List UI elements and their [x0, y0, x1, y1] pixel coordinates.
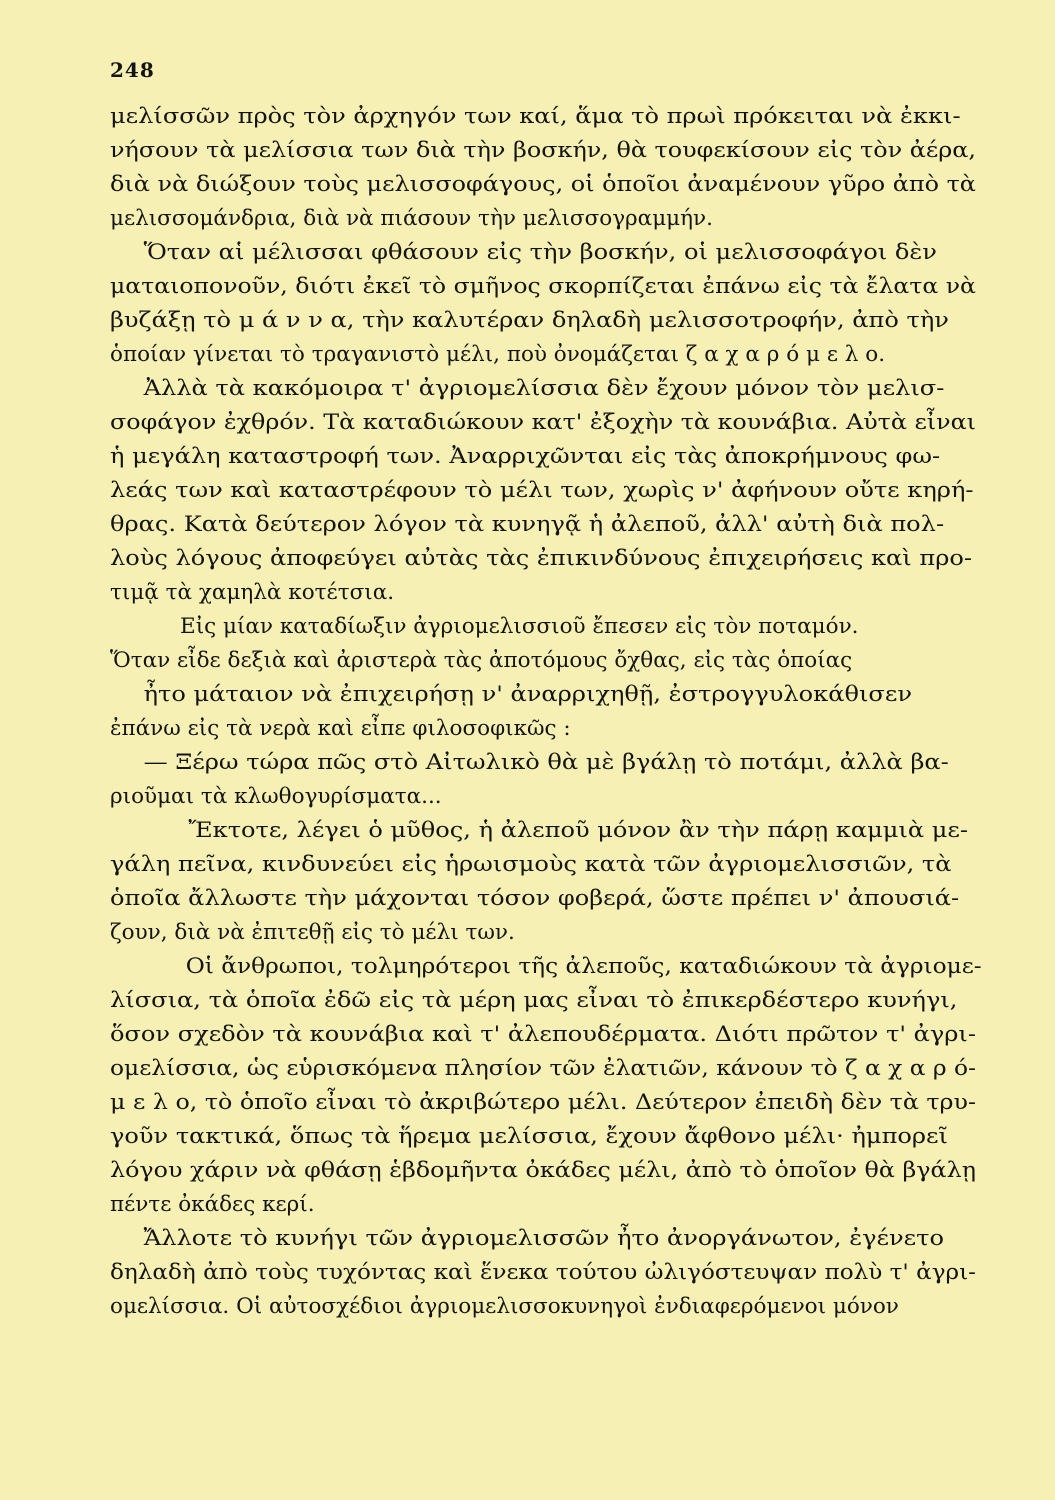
text-line: Ἔκτοτε, λέγει ὁ μῦθος, ἡ ἀλεποῦ μόνον ἂν τὴν πάρῃ καμμιὰ με-	[188, 818, 969, 843]
text-line: λοὺς λόγους ἀποφεύγει αὐτὰς τὰς ἐπικινδύνους ἐπιχειρήσεις καὶ προ-	[110, 546, 973, 571]
text-line: ἡ μεγάλη καταστροφή των. Ἀναρριχῶνται εἰς τὰς ἀποκρήμνους φω-	[110, 444, 941, 469]
text-line: ὁποῖα ἄλλωστε τὴν μάχονται τόσον φοβερά, ὥστε πρέπει ν' ἀπουσιά-	[110, 886, 960, 911]
text-line: Ὅταν εἶδε δεξιὰ καὶ ἀριστερὰ τὰς ἀποτόμους ὄχθας, εἰς τὰς ὁποίας	[110, 648, 853, 673]
text-line: νήσουν τὰ μελίσσια των διὰ τὴν βοσκήν, θὰ τουφεκίσουν εἰς τὸν ἀέρα,	[110, 138, 977, 163]
text-line: βυζάξῃ τὸ μ ά ν ν α, τὴν καλυτέραν δηλαδὴ μελισσοτροφήν, ἀπὸ τὴν	[110, 308, 949, 333]
text-line: πέντε ὀκάδες κερί.	[110, 1192, 315, 1217]
body-text	[110, 100, 990, 1324]
page-number: 248	[110, 58, 155, 82]
text-line: Ἀλλὰ τὰ κακόμοιρα τ' ἀγριομελίσσια δὲν ἔχουν μόνον τὸν μελισ-	[143, 376, 945, 401]
text-line: ομελίσσια. Οἱ αὐτοσχέδιοι ἀγριομελισσοκυνηγοὶ ἐνδιαφερόμενοι μόνον	[110, 1294, 899, 1319]
text-line: μελισσομάνδρια, διὰ νὰ πιάσουν τὴν μελισσογραμμήν.	[110, 206, 713, 231]
text-line: Ὅταν αἱ μέλισσαι φθάσουν εἰς τὴν βοσκήν, οἱ μελισσοφάγοι δὲν	[143, 240, 937, 265]
text-line: διὰ νὰ διώξουν τοὺς μελισσοφάγους, οἱ ὁποῖοι ἀναμένουν γῦρο ἀπὸ τὰ	[110, 172, 976, 197]
text-line: τιμᾷ τὰ χαμηλὰ κοτέτσια.	[110, 580, 395, 605]
text-line: ομελίσσια, ὡς εὑρισκόμενα πλησίον τῶν ἐλατιῶν, κάνουν τὸ ζ α χ α ρ ό-	[110, 1056, 976, 1081]
text-line: ἦτο μάταιον νὰ ἐπιχειρήσῃ ν' ἀναρριχηθῇ, ἐστρογγυλοκάθισεν	[143, 682, 912, 707]
text-line: δηλαδὴ ἀπὸ τοὺς τυχόντας καὶ ἕνεκα τούτου ὠλιγόστευψαν πολὺ τ' ἀγρι-	[110, 1260, 976, 1285]
text-line: — Ξέρω τώρα πῶς στὸ Αἰτωλικὸ θὰ μὲ βγάλῃ τὸ ποτάμι, ἀλλὰ βα-	[143, 750, 949, 775]
text-line: ὅσον σχεδὸν τὰ κουνάβια καὶ τ' ἀλεπουδέρματα. Διότι πρῶτον τ' ἀγρι-	[110, 1022, 977, 1047]
text-line: ζουν, διὰ νὰ ἐπιτεθῇ εἰς τὸ μέλι των.	[110, 920, 515, 945]
text-line: ματαιοπονοῦν, διότι ἐκεῖ τὸ σμῆνος σκορπίζεται ἐπάνω εἰς τὰ ἔλατα νὰ	[110, 274, 976, 299]
text-line: μ ε λ ο, τὸ ὁποῖο εἶναι τὸ ἀκριβώτερο μέλι. Δεύτερον ἐπειδὴ δὲν τὰ τρυ-	[110, 1090, 976, 1115]
text-line: Οἱ ἄνθρωποι, τολμηρότεροι τῆς ἀλεποῦς, καταδιώκουν τὰ ἀγριομε-	[185, 954, 982, 979]
text-line: ριοῦμαι τὰ κλωθογυρίσματα...	[110, 784, 442, 809]
text-line: μελίσσῶν πρὸς τὸν ἀρχηγόν των καί, ἅμα τὸ πρωὶ πρόκειται νὰ ἐκκι-	[110, 104, 961, 129]
text-line: σοφάγον ἐχθρόν. Τὰ καταδιώκουν κατ' ἐξοχὴν τὰ κουνάβια. Αὐτὰ εἶναι	[110, 410, 976, 435]
text-line: λόγου χάριν νὰ φθάσῃ ἑβδομῆντα ὀκάδες μέλι, ἀπὸ τὸ ὁποῖον θὰ βγάλῃ	[110, 1158, 976, 1183]
text-line: λίσσια, τὰ ὁποῖα ἐδῶ εἰς τὰ μέρη μας εἶναι τὸ ἐπικερδέστερο κυνήγι,	[110, 988, 958, 1013]
text-line: Ἄλλοτε τὸ κυνήγι τῶν ἀγριομελισσῶν ἦτο ἀνοργάνωτον, ἐγένετο	[143, 1226, 944, 1251]
text-line: ὁποίαν γίνεται τὸ τραγανιστὸ μέλι, ποὺ ὀνομάζεται ζ α χ α ρ ό μ ε λ ο.	[110, 342, 886, 367]
text-line: Εἰς μίαν καταδίωξιν ἀγριομελισσιοῦ ἔπεσεν εἰς τὸν ποταμόν.	[180, 614, 859, 639]
text-line: γοῦν τακτικά, ὅπως τὰ ἥρεμα μελίσσια, ἔχουν ἄφθονο μέλι· ἠμπορεῖ	[110, 1124, 948, 1149]
text-line: γάλη πεῖνα, κινδυνεύει εἰς ἡρωισμοὺς κατὰ τῶν ἀγριομελισσιῶν, τὰ	[110, 852, 952, 877]
text-line: λεάς των καὶ καταστρέφουν τὸ μέλι των, χωρὶς ν' ἀφήνουν οὔτε κηρή-	[110, 478, 974, 503]
text-line: ἐπάνω εἰς τὰ νερὰ καὶ εἶπε φιλοσοφικῶς :	[110, 716, 571, 741]
text-line: θρας. Κατὰ δεύτερον λόγον τὰ κυνηγᾷ ἡ ἀλεποῦ, ἀλλ' αὐτὴ διὰ πολ-	[110, 512, 945, 537]
